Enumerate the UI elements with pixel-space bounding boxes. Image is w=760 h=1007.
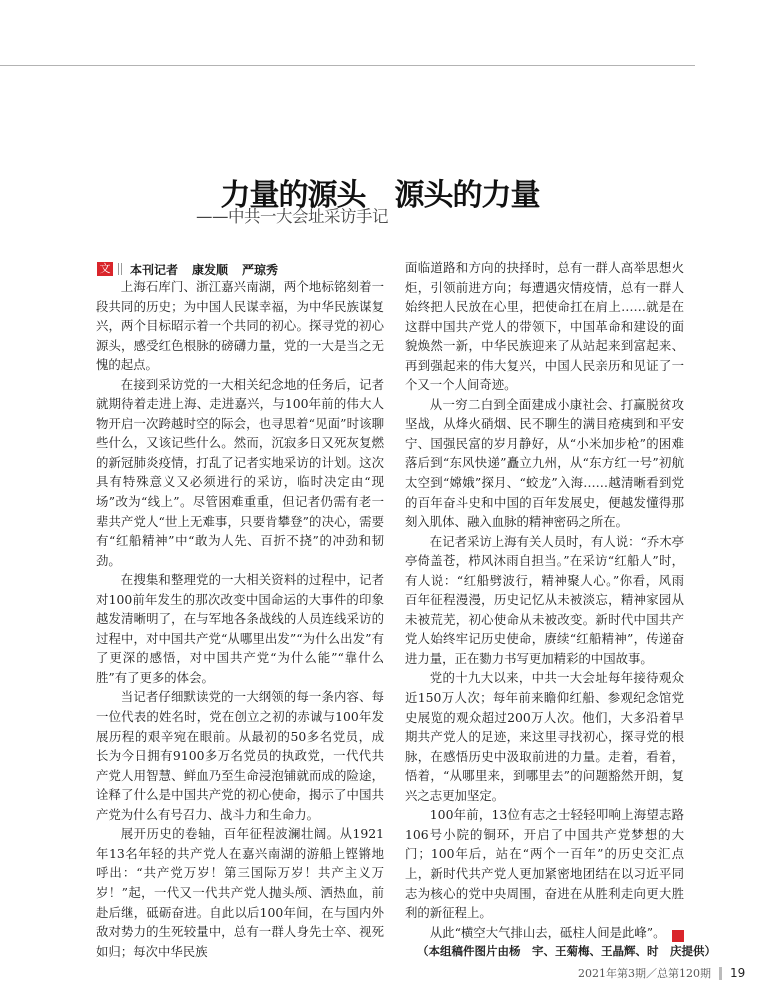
photo-credit: （本组稿件图片由杨 宇、王菊梅、王晶辉、时 庆提供） (417, 944, 716, 959)
paragraph: 当记者仔细默读党的一大纲领的每一条内容、每一位代表的姓名时，党在创立之初的赤诚与100年发展历程的艰辛宛在眼前。从最初的50多名党员，成长为今日拥有9100多万名党员的执政党，一代代共产党人用智慧、鲜血乃至生命浸泡铺就而成的险途，诠释了什么是中国共产党的初心使命，揭示了中国共产党为什么有号召力、战斗力和生命力。 (96, 689, 384, 822)
page-number: 19 (730, 966, 746, 980)
page-footer (578, 965, 745, 981)
byline (97, 261, 292, 277)
paragraph: 党的十九大以来，中共一大会址每年接待观众近150万人次；每年前来瞻仰红船、参观纪念馆党史展览的观众超过200万人次。他们，大多沿着早期共产党人的足迹，来这里寻找初心，探寻党的根脉，在感悟历史中汲取前进的力量。走着，看着，悟着，“从哪里来，到哪里去”的问题豁然开朗，复兴之志更加坚定。 (405, 670, 684, 803)
end-mark-icon: G (672, 930, 684, 942)
paragraph: 在记者采访上海有关人员时，有人说：“乔木亭亭倚盖苍，栉风沐雨自担当。”在采访“红船人”时，有人说：“红船劈波行，精神聚人心。”你看，风雨百年征程漫漫，历史记忆从未被淡忘，精神家园从未被荒芜，初心使命从未被改变。新时代中国共产党人始终牢记历史使命，赓续“红船精神”，传递奋进力量，正在勠力书写更加精彩的中国故事。 (405, 533, 684, 666)
issue-info: 2021年第3期／总第120期 (578, 967, 711, 980)
text-badge-icon: 文 (97, 262, 113, 276)
closing-text: 从此“横空大气排山去，砥柱人间是此峰”。 (429, 924, 666, 940)
footer-divider (719, 967, 722, 980)
paragraph-continued: 面临道路和方向的抉择时，总有一群人高举思想火炬，引领前进方向；每遭遇灾情疫情，总有一群人始终把人民放在心里，把使命扛在肩上……就是在这群中国共产党人的带领下，中国革命和建设的面貌焕然一新，中华民族迎来了从站起来到富起来、再到强起来的伟大复兴，中国人民亲历和见证了一个又一个人间奇迹。 (405, 260, 684, 393)
header-rule (0, 65, 695, 66)
article-title: 力量的源头 源头的力量 (220, 178, 540, 214)
author-name: 康发顺 (192, 262, 229, 277)
byline-label: 本刊记者 (130, 262, 179, 277)
paragraph: 展开历史的卷轴，百年征程波澜壮阔。从1921年13名年轻的共产党人在嘉兴南湖的游船上铿锵地呼出：“共产党万岁！第三国际万岁！共产主义万岁！”起，一代又一代共产党人抛头颅、洒热血，前赴后继，砥砺奋进。自此以后100年间，在与国内外敌对势力的生死较量中，总有一群人身先士卒、视死如归；每次中华民族 (96, 826, 384, 959)
paragraph: 在搜集和整理党的一大相关资料的过程中，记者对100前年发生的那次改变中国命运的大事件的印象越发清晰明了，在与军地各条战线的人员连线采访的过程中，对中国共产党“从哪里出发”“为什么出发”有了更深的感悟，对中国共产党“为什么能”“靠什么胜”有了更多的体会。 (96, 572, 384, 685)
body-column-right (405, 258, 716, 962)
author-name: 严琼秀 (242, 262, 279, 277)
closing-paragraph (405, 923, 705, 943)
paragraph: 上海石库门、浙江嘉兴南湖，两个地标铭刻着一段共同的历史；为中国人民谋幸福，为中华民族谋复兴，两个目标昭示着一个共同的初心。探寻党的初心源头，感受红色根脉的磅礴力量，党的一大是当之无愧的起点。 (96, 279, 384, 373)
paragraph: 在接到采访党的一大相关纪念地的任务后，记者就期待着走进上海、走进嘉兴，与100年前的伟大人物开启一次跨越时空的际会，也寻思着“见面”时该聊些什么，又该记些什么。然而，沉寂多日又死灰复燃的新冠肺炎疫情，打乱了记者实地采访的计划。这次具有特殊意义又必须进行的采访，临时决定由“现场”改为“线上”。尽管困难重重，但记者仍需有老一辈共产党人“世上无难事，只要肯攀登”的决心，需要有“红船精神”中“敢为人先、百折不挠”的冲劲和韧劲。 (96, 376, 384, 568)
paragraph: 100年前，13位有志之士轻轻叩响上海望志路106号小院的铜环，开启了中国共产党梦想的大门；100年后，站在“两个一百年”的历史交汇点上，新时代共产党人更加紧密地团结在以习近平同志为核心的党中央周围，奋进在从胜利走向更大胜利的新征程上。 (405, 807, 684, 921)
article-subtitle: ——中共一大会址采访手记 (196, 207, 388, 226)
double-bar-divider-icon (118, 263, 122, 275)
paragraph: 从一穷二白到全面建成小康社会、打赢脱贫攻坚战，从烽火硝烟、民不聊生的满目疮痍到和平安宁、国强民富的岁月静好，从“小米加步枪”的困难落后到“东风快递”矗立九州，从“东方红一号”初航太空到“嫦娥”探月、“蛟龙”入海……越清晰看到党的百年奋斗史和中国的百年发展史，便越发懂得那刻入肌体、融入血脉的精神密码之所在。 (405, 396, 684, 530)
body-column-left (96, 277, 384, 961)
